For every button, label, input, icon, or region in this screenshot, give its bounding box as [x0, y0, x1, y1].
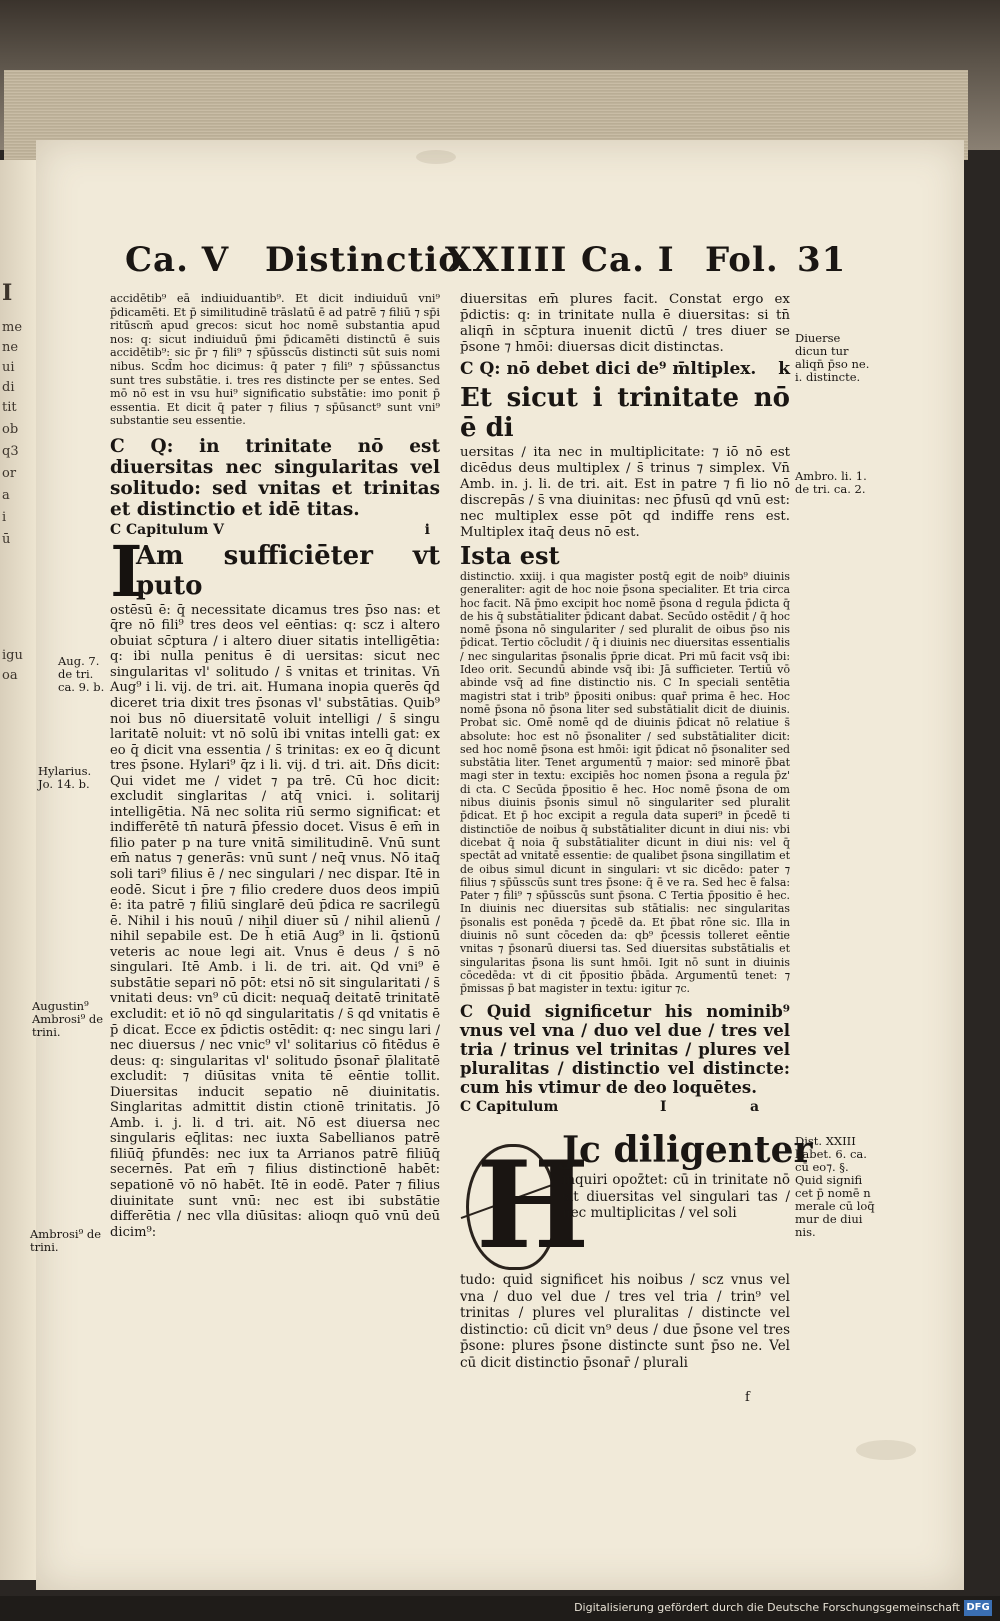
paper-stain	[856, 1440, 916, 1460]
right-section-heading: C Quid significetur his nominib⁹ vnus vel vna / duo vel due / tres vel tria / trinus vel trinitas / plures vel pluralitas / distinctio vel distincte: cum his vtimur de deo loquētes.	[460, 1001, 790, 1097]
leaf-fragment: q3	[2, 444, 19, 459]
leaf-fragment: a	[2, 488, 10, 503]
ornamental-initial	[458, 1135, 590, 1276]
left-leaf-text	[0, 160, 40, 1580]
header-distinctio-number: XXIIII	[445, 240, 568, 280]
leaf-fragment: di	[2, 380, 15, 395]
leaf-fragment: ob	[2, 422, 19, 437]
drop-cap-initial: I	[110, 529, 143, 613]
right-chapter-number: I	[660, 1098, 667, 1115]
right-margin-note: Ambro. li. 1. de tri. ca. 2.	[795, 469, 867, 496]
left-margin-note: Hylarius. Jo. 14. b.	[38, 764, 92, 791]
digitization-credit: Digitalisierung gefördert durch die Deutsche Forschungsgemeinschaft	[574, 1601, 960, 1614]
left-margin-note: Aug. 7. de tri. ca. 9. b.	[58, 654, 105, 694]
leaf-fragment: ū	[2, 532, 11, 547]
left-top-paragraph: accidētib⁹ eā indiuiduantib⁹. Et dicit indiuiduū vni⁹ p̄dicamēti. Et p̄ similitudinē trāslatū ē ad patrē ⁊ filiū ⁊ sp̄i ritūscm̄ apud grecos: sicut hoc nomē substantia apud nos: q: sicut indiuiduū p̄mi p̄dicamēti distinctū ē suis accidētib⁹: sic p̄r ⁊ fili⁹ ⁊ sp̄ūsscūs distincti sūt suis nomi nibus. Scd̄m hoc dicimus: q̄ pater ⁊ fili⁹ ⁊ sp̄ūssanctus sunt tres substātie. i. tres res distincte per se entes. Sed mō nō est in vsu hui⁹ significatio substātie: imo ponit p̄ essentia. Et dicit q̄ pater ⁊ filius ⁊ sp̄ūsanct⁹ sunt vni⁹ substantie seu essentie.	[110, 292, 440, 428]
right-margin-note: Dist. XXIII habet. 6. ca. cū eo⁊. §. Quid signifi cet p̄ nomē n merale cū loq̄ mur de diui nis.	[795, 1134, 875, 1239]
dfg-logo: DFG	[964, 1600, 992, 1616]
leaf-fragment: i	[2, 510, 7, 525]
left-text-column	[110, 292, 440, 1243]
initial-letter: H	[476, 1135, 590, 1276]
paper-stain	[416, 150, 456, 164]
left-section-heading: C Q: in trinitate nō est diuersitas nec singularitas vel solitudo: sed vnitas et trinitas et distinctio et idē titas.	[110, 435, 440, 520]
left-chapter-letter: i	[424, 521, 430, 538]
left-chapter-text: C Capitulum V	[110, 521, 225, 538]
header-chapter-left: Ca. V	[125, 240, 230, 280]
right-chapter-text: C Capitulum	[460, 1098, 559, 1115]
leaf-fragment: ne	[2, 340, 19, 355]
left-chapter-label	[110, 523, 440, 539]
right-heading-letter: k	[778, 359, 790, 379]
right-indented-text: inquiri opoz̄tet: cū in trinitate nō sit diuersitas vel singulari tas / nec multiplicitas / vel soli	[562, 1172, 790, 1221]
right-heading-text: C Q: nō debet dici de⁹ m̄ltiplex.	[460, 359, 757, 379]
left-margin-note: Augustin⁹ Ambrosi⁹ de trini.	[32, 999, 104, 1039]
header-fol: Fol.	[705, 240, 779, 280]
right-commentary: distinctio. xxiij. i qua magister postq̄ egit de noib⁹ diuinis generaliter: agit de hoc noie p̄sona specialiter. Et tria circa hoc facit. Nā p̄mo excipit hoc nomē p̄sona d regula p̄dicta q̄ de his q̄ substātialiter p̄dicant dabat. Secūdo ostēdit / q̄ hoc nomē p̄sona nō singulariter / sed pluralit de oibus p̄so nis p̄dicat. Tertio cōcludit / q̄ i diuinis nec diuersitas essentialis / nec singularitas p̄sonalis p̄prie dicat. Pri mū facit vsq̄ ibi: Ideo orit. Secundū abinde vsq̄ ibi: Jā sufficieter. Tertiū vō abinde vsq̄ ad fine distinctio nis. C In speciali sentētia magistri stat i trib⁹ p̄positi onibus: quar̄ prima ē hec. Hoc nomē p̄sona nō p̄sona liter sed substātialit dicit de diuinis. Probat sic. Omē nomē qd de diuinis p̄dicat nō relatiue s̄ absolute: hoc est nō p̄sonaliter / sed substātialiter dicit: sed hoc nomē p̄sona est hmōi: igit p̄dicat nō p̄sonaliter sed substātia liter. Tenet argumentū ⁊ maior: sed minorē p̄bat magi ster in textu: excipiēs hoc nomen p̄sona a regula p̄z' di cta. C Secūda p̄positio ē hec. Hoc nomē p̄sona de om nibus diuinis p̄sonis simul nō singulariter sed pluralit p̄dicat. Et p̄ hoc excipit a regula data superi⁹ in p̄cedē ti distinctiōe de noibus q̄ substātialiter dicunt in diui nis: vbi dicebat q̄ noia q̄ substātialiter dicunt in diui nis: vel q̄ spectāt ad vnitatē essentie: de qualibet p̄sona singillatim et de oibus simul dicunt in singulari: vt sic dicēdo: pater ⁊ filius ⁊ sp̄ūsscūs sunt tres p̄sone: q̄ ē ve ra. Sed hec ē falsa: Pater ⁊ fili⁹ ⁊ sp̄ūsscūs sunt p̄sona. C Tertia p̄positio ē hec. In diuinis nec diuersitas sub stātialis: nec singularitas p̄sonalis est ponēda ⁊ p̄cedē da. Et p̄bat rōne sic. Illa in diuinis nō sunt cōceden da: qb⁹ p̄cessis tolleret eēntie vnitas ⁊ p̄sonarū diuersi tas. Sed diuersitas substātialis et singularitas p̄sona lis sunt hmōi. Igit nō sunt in diuinis cōcedēda: vt di cit p̄positio p̄bāda. Argumentū tenet: ⁊ p̄missas p̄ bat magister in textu: igitur ⁊c.	[460, 570, 790, 996]
right-top-paragraph: diuersitas em̄ plures facit. Constat ergo ex p̄dictis: q: in trinitate nulla ē diuersitas: si tn̄ aliqn̄ in sc̄ptura inuenit dictū / tres diuer se p̄sone ⁊ hmōi: diuersas dicit distinctas.	[460, 292, 790, 355]
right-heading-multiplex	[460, 359, 790, 380]
right-chapter-letter: a	[750, 1098, 760, 1115]
folio-number: 31	[797, 240, 847, 280]
left-body-text: ostēsū ē: q̄ necessitate dicamus tres p̄so nas: et q̄re nō fili⁹ tres deos vel eēntias: q: scz i altero obuiat sc̄ptura / i altero diuer sitatis intelligētia: q: ibi nulla penitus ē di uersitas: sicut nec singularitas vl' solitudo / s̄ vnitas et trinitas. Vn̄ Aug⁹ i li. vij. de tri. ait. Humana inopia querēs q̄d diceret tria dixit tres p̄sonas vl' substātias. Quib⁹ noi bus nō diuersitatē voluit intelligi / s̄ singu laritatē noluit: vt nō solū ibi vnitas intelli gat: ex eo q̄ dicit vna essentia / s̄ trinitas: ex eo q̄ dicunt tres p̄sone. Hylari⁹ q̄z i li. vij. d tri. ait. Dn̄s dicit: Qui videt me / videt ⁊ pa trē. Cū hoc dicit: excludit singlaritas / atq̄ vnici. i. solitarij intelligētia. Nā nec solita riū sermo significat: et indifferētē tn̄ naturā p̄fessio docet. Visus ē em̄ in filio pater p na ture vnitā similitudinē. Vnū sunt em̄ natus ⁊ generās: vnū sunt / neq̄ vnus. Nō itaq̄ soli tari⁹ filius ē / nec singulari / nec dispar. Itē in eodē. Sicut i p̄re ⁊ filio credere duos deos impiū ē: ita patrē ⁊ filiū singlarē deū p̄dica re sacrilegū ē. Nihil i his nouū / nihil diuer sū / nihil alienū / nihil sepabile est. De h̄ etiā Aug⁹ in li. q̄stionū veteris ac noue legi ait. Vnus ē deus / s̄ nō singulari. Itē Amb. i li. de tri. ait. Qd vni⁹ ē substātie separi nō pōt: etsi nō sit singularitati / s̄ vnitati deus: vn⁹ cū dicit: nequaq̄ deitatē trinitatē excludit: et iō nō qd singularitatis / s̄ qd vnitatis ē p̄ dicat. Ecce ex p̄dictis ostēdit: q: nec singu lari / nec diuersus / nec vnic⁹ vl' solitarius cō fitēdus ē deus: q: singularitas vl' solitudo p̄sonar̄ p̄lalitatē excludit: ⁊ diūsitas vnita tē eēntie tollit. Diuersitas inducit sepatio nē diuinitatis. Singlaritas admittit distin ctionē trinitatis. Jō Amb. i. j. li. d tri. ait. Nō est diuersa nec singularis eq̄litas: nec iuxta Sabellianos patrē filiūq̄ p̄fundēs: nec iux ta Arrianos patrē filiūq̄ secernēs. Pat em̄ ⁊ filius distinctionē habēt: sepationē vō nō habēt. Itē in eodē. Pater ⁊ filius diuinitate sunt vnū: nec est ibi substātie differētia / nec vlla diūsitas: alioqn quō vnū deū dicim⁹:	[110, 602, 440, 1240]
leaf-fragment: me	[2, 320, 23, 335]
right-ista-est: Ista est	[460, 541, 560, 570]
right-incipit-large: Jc diligenter	[562, 1129, 813, 1171]
right-closing-text: tudo: quid significet his noibus / scz vnus vel vna / duo vel due / tres vel tria / trin⁹ vel trinitas / plures vel pluralitas / distincte vel distinctio: cū dicit vn⁹ deus / due p̄sone vel tres p̄sone: plures p̄sone distincte sunt p̄so ne. Vel cū dicit distinctio p̄sonar̄ / plurali	[460, 1272, 790, 1371]
right-margin-note: Diuerse dicun tur aliqn̄ p̄so ne. i. distincte.	[795, 331, 870, 384]
right-incipit-line: Et sicut i trinitate nō ē di	[460, 383, 790, 443]
right-paragraph-1: uersitas / ita nec in multiplicitate: ⁊ iō nō est dicēdus deus multiplex / s̄ trinus ⁊ simplex. Vn̄ Amb. in. j. li. de tri. ait. Est in patre ⁊ fi lio nō discrepās / s̄ vna diuinitas: nec p̄fusū qd vnū est: nec multiplex esse pōt qd indiffe rens est. Multiplex itaq̄ deus nō est.	[460, 445, 790, 540]
leaf-fragment: igu	[2, 648, 23, 663]
leaf-fragment: oa	[2, 668, 18, 683]
right-text-column	[460, 292, 790, 1117]
leaf-fragment: tit	[2, 400, 17, 415]
signature-mark: f	[745, 1390, 750, 1405]
right-chapter-label	[460, 1100, 790, 1116]
header-distinctio: Distinctio	[265, 240, 462, 280]
leaf-fragment: I	[2, 280, 13, 306]
left-margin-note: Ambrosi⁹ de trini.	[30, 1227, 102, 1254]
leaf-fragment: ui	[2, 360, 15, 375]
left-incipit-text: Am sufficiēter vt puto	[136, 540, 440, 601]
header-chapter-right: Ca. I	[581, 240, 675, 280]
leaf-fragment: or	[2, 466, 17, 481]
